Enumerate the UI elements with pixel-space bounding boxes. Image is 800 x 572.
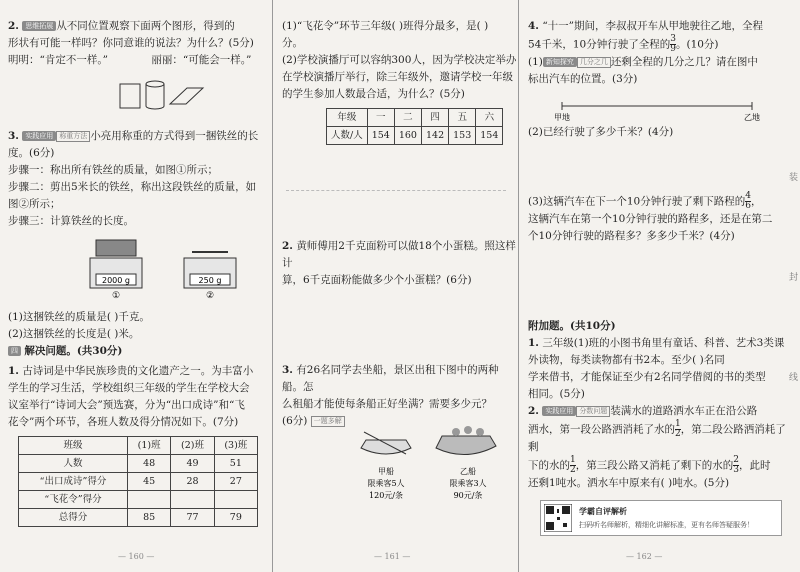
qr-banner	[540, 500, 782, 536]
table-cell: 总得分	[19, 509, 128, 527]
class-score-table	[18, 436, 258, 527]
question-text: ，第三段公路又消耗了剩下的水的	[575, 459, 734, 472]
table-cell: 85	[128, 509, 171, 527]
question-text: “十一”期间，李叔叔开车从甲地驶往乙地，全程	[542, 20, 764, 32]
question-number: 3.	[282, 364, 293, 376]
question-text: 的学生参加人数最合适，为什么？(5分)	[282, 88, 465, 100]
shapes-figure	[115, 74, 205, 114]
question-tag-2: 几分之几	[577, 57, 611, 68]
start-label: 甲地	[554, 113, 570, 122]
end-label: 乙地	[744, 113, 760, 122]
figure-label-2: ②	[205, 291, 215, 300]
question-text: (6分)	[282, 415, 308, 427]
section-tag: 四	[8, 346, 21, 356]
question-text: 有26名同学去坐船，景区出租下图中的两种船。怎	[282, 364, 499, 393]
question-text: 小亮用称重的方式得到一捆铁丝的长	[90, 130, 259, 142]
left-column	[0, 0, 270, 572]
figure-label-1: ①	[111, 291, 121, 300]
question-text: 相同。(5分)	[528, 388, 585, 400]
question-number: 2.	[282, 240, 293, 252]
answer-line-1: (1)这捆铁丝的质量是( )千克。	[8, 311, 150, 323]
binding-mark: 装	[789, 173, 799, 183]
table-header-row	[327, 109, 503, 127]
question-text: 议室举行“诗词大会”预选赛，分为“出口成诗”和“飞	[8, 399, 245, 411]
fraction: $\frac{2}{3}$	[733, 455, 739, 475]
question-number: 1.	[8, 365, 19, 377]
speech-ming: 明明：“肯定不一样。”	[8, 54, 108, 66]
bonus-title: 附加题。(共10分)	[528, 320, 616, 332]
question-text: 还剩全程的几分之几？请在图中	[610, 56, 758, 68]
route-line	[552, 100, 772, 124]
table-cell: “飞花令”得分	[19, 491, 128, 509]
page-number: — 162 —	[626, 552, 663, 561]
column-divider	[272, 0, 273, 572]
question-text: 个10分钟行驶的路程多？多多少千米？(4分)	[528, 230, 735, 242]
question-tag: 实践应用	[22, 131, 56, 141]
table-cell: 28	[171, 473, 214, 491]
scale-reading-2: 250 g	[198, 276, 222, 285]
boat-a-name: 甲船	[378, 467, 394, 476]
grade-count-table	[326, 108, 503, 145]
column-divider	[518, 0, 519, 572]
page-number: — 161 —	[374, 552, 411, 561]
question-text: 花令”两个环节，各班人数及得分情况如下。(7分)	[8, 416, 239, 428]
table-cell: 人数	[19, 455, 128, 473]
question-text: 装满水的道路洒水车正在沿公路	[610, 405, 758, 417]
table-cell: 51	[214, 455, 257, 473]
question-number: 3.	[8, 130, 19, 142]
question-text: (2)已经行驶了多少千米？(4分)	[528, 126, 674, 138]
scale-reading-1: 2000 g	[102, 276, 130, 285]
table-cell: “出口成诗”得分	[19, 473, 128, 491]
table-header-cell: 四	[421, 109, 448, 127]
table-header-cell: (2)班	[171, 437, 214, 455]
problem-2	[282, 238, 518, 289]
table-cell: 142	[421, 127, 448, 145]
question-text: 。(10分)	[675, 38, 719, 51]
question-text: 在学校演播厅举行，除三年级外，邀请学校一年级	[282, 71, 513, 83]
problem-1-cont	[282, 18, 518, 103]
problem-4: 4. “十一”期间，李叔叔开车从甲地驶往乙地，全程 54千米，10分钟行驶了全程的 $\frac{3}{9}$ 。(10分) (1) 新知探究 几分之几 还剩全程的几分之几？请在图中 标出汽车的位置。(3分)	[528, 20, 764, 85]
problem-1	[8, 363, 270, 431]
table-cell: 79	[214, 509, 257, 527]
table-cell: 49	[171, 455, 214, 473]
question-tag: 思维拓展	[22, 21, 56, 31]
table-row	[327, 127, 503, 145]
answer-line-2: (2)这捆铁丝的长度是( )米。	[8, 328, 140, 340]
table-row	[19, 473, 258, 491]
question-text: 学生的学习生活，学校组织三年级的学生在学校大会	[8, 382, 250, 394]
table-header-cell: 年级	[327, 109, 368, 127]
question-tag-2: 称重方法	[56, 131, 90, 142]
fraction: $\frac{1}{2}$	[570, 455, 576, 475]
question-text: 分。	[282, 37, 303, 49]
fraction: $\frac{4}{6}$	[745, 191, 751, 211]
faded-divider	[286, 190, 506, 191]
page-number: — 160 —	[118, 552, 155, 561]
boats-figure	[356, 418, 506, 508]
question-text: 黄师傅用2千克面粉可以做18个小蛋糕。照这样计	[282, 240, 516, 269]
table-cell: 45	[128, 473, 171, 491]
question-text: 学来借书，才能保证至少有2名同学借阅的书的类型	[528, 371, 766, 383]
fraction: $\frac{1}{2}$	[675, 419, 681, 439]
qr-text: 扫码听名师解析，精细化讲解标准，更有名师答疑服务！	[579, 521, 754, 529]
step-2: 步骤二：剪出5米长的铁丝，称出这段铁丝的质量，如	[8, 181, 257, 193]
question-text: 形状有可能一样吗？你同意谁的说法？为什么？(5分)	[8, 37, 254, 49]
table-cell: 154	[367, 127, 394, 145]
question-text: 三年级(1)班的小图书角里有童话、科普、艺术3类课	[542, 337, 785, 349]
step-2-cont: 图②所示；	[8, 198, 61, 210]
table-header-cell: (3)班	[214, 437, 257, 455]
question-text: 还剩1吨水。洒水车中原来有( )吨水。(5分)	[528, 477, 730, 489]
table-cell: 77	[171, 509, 214, 527]
right-column	[522, 0, 800, 572]
table-cell: 154	[476, 127, 503, 145]
table-cell: 160	[394, 127, 421, 145]
boat-a-limit: 限乘客5人	[367, 479, 405, 488]
boat-a-price: 120元/条	[369, 491, 403, 500]
question-text: ，此时	[738, 459, 771, 472]
table-cell	[214, 491, 257, 509]
question-text: ，第二段公路洒消耗了剩	[528, 423, 786, 453]
question-3-answers	[8, 309, 270, 360]
problem-4-part-3: (3)这辆汽车在下一个10分钟行驶了剩下路程的 $\frac{4}{6}$ ， 这辆汽车在第一个10分钟行驶的路程多，还是在第二 个10分钟行驶的路程多？多多少千米？(4分)	[528, 191, 773, 242]
speech-li: 丽丽：“可能会一样。”	[151, 54, 252, 66]
qr-title: 学霸自评解析	[579, 506, 627, 516]
table-header-cell: 二	[394, 109, 421, 127]
table-cell: 人数/人	[327, 127, 368, 145]
table-header-row	[19, 437, 258, 455]
table-row	[19, 509, 258, 527]
question-text: 外读物，每类读物都有书2本。至少( )名同	[528, 354, 725, 366]
binding-mark: 线	[789, 373, 799, 383]
question-text: (3)这辆汽车在下一个10分钟行驶了剩下路程的	[528, 195, 746, 208]
boat-b-name: 乙船	[460, 467, 476, 476]
question-text: 度。(6分)	[8, 147, 55, 159]
question-text: 洒水，第一段公路洒消耗了水的	[528, 423, 675, 436]
question-text: 么租船才能使每条船正好坐满？需要多少元？	[282, 398, 492, 410]
bonus-section	[528, 318, 790, 492]
step-1: 步骤一：称出所有铁丝的质量，如图①所示；	[8, 164, 218, 176]
question-number: 2.	[528, 405, 539, 417]
fraction: $\frac{3}{9}$	[670, 34, 676, 54]
table-header-cell: (1)班	[128, 437, 171, 455]
question-text: 古诗词是中华民族珍贵的文化遗产之一。为丰富小	[22, 365, 254, 377]
question-tag-2: 分数问题	[576, 406, 610, 417]
table-cell: 153	[449, 127, 476, 145]
problem-4-cont	[528, 124, 790, 141]
question-text: 54千米，10分钟行驶了全程的	[528, 38, 671, 51]
question-tag: 一题多解	[311, 416, 345, 427]
question-text: (1)“飞花令”环节三年级( )班得分最多，是( )	[282, 20, 489, 32]
question-number: 1.	[528, 337, 539, 349]
middle-column	[276, 0, 516, 572]
table-cell: 48	[128, 455, 171, 473]
table-cell	[171, 491, 214, 509]
table-header-cell: 五	[449, 109, 476, 127]
question-text: 标出汽车的位置。(3分)	[528, 73, 638, 85]
table-row	[19, 491, 258, 509]
table-row	[19, 455, 258, 473]
question-2	[8, 18, 270, 69]
question-text: 下的水的	[528, 459, 570, 472]
boat-b-limit: 限乘客3人	[449, 479, 487, 488]
table-cell	[128, 491, 171, 509]
question-text: 算，6千克面粉能做多少个小蛋糕？(6分)	[282, 274, 472, 286]
question-number: 2.	[8, 20, 19, 32]
table-cell: 27	[214, 473, 257, 491]
question-tag: 新知探究	[543, 57, 577, 67]
binding-mark: 封	[789, 273, 799, 283]
question-text: 这辆汽车在第一个10分钟行驶的路程多，还是在第二	[528, 213, 773, 225]
table-header-cell: 一	[367, 109, 394, 127]
question-tag: 实践应用	[542, 406, 576, 416]
question-number: 4.	[528, 20, 539, 32]
section-title: 解决问题。(共30分)	[24, 345, 123, 357]
question-text: 从不同位置观察下面两个图形，得到的	[56, 20, 235, 32]
step-3: 步骤三：计算铁丝的长度。	[8, 215, 134, 227]
table-header-cell: 六	[476, 109, 503, 127]
table-header-cell: 班级	[19, 437, 128, 455]
question-text: (2)学校演播厅可以容纳300人，因为学校决定举办	[282, 54, 517, 66]
scales-figure	[82, 236, 252, 300]
question-3	[8, 128, 270, 230]
qr-code-icon	[544, 504, 572, 532]
boat-b-price: 90元/条	[453, 491, 483, 500]
